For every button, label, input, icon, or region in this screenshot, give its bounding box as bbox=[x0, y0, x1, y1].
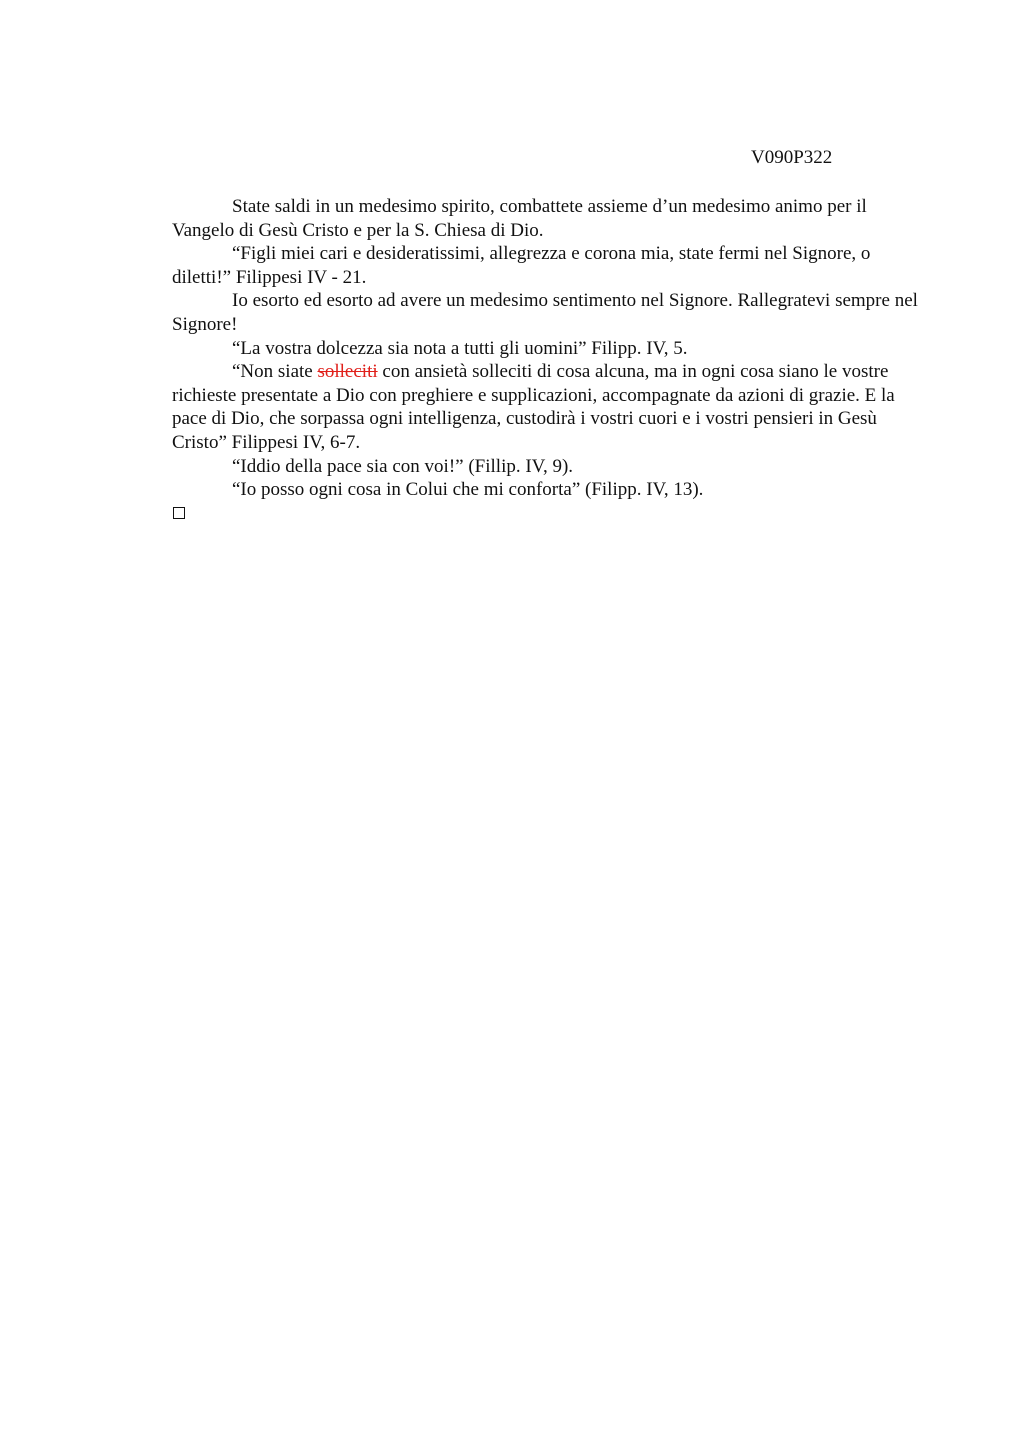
page-identifier: V090P322 bbox=[751, 147, 833, 168]
paragraph-5-after: con ansietà solleciti di cosa alcuna, ma in ogni cosa siano le vostre richieste presentate a Dio con preghiere e supplicazioni, accompagnate da azioni di grazie. E la pace di Dio, che sorpassa ogni intelligenza, custodirà i vostri cuori e i vostri pensieri in Gesù Cristo” Filippesi IV, 6-7. bbox=[172, 361, 895, 453]
paragraph-1: State saldi in un medesimo spirito, combattete assieme d’un medesimo animo per il Vangelo di Gesù Cristo e per la S. Chiesa di Dio. bbox=[172, 196, 867, 241]
paragraph-5-before: “Non siate bbox=[232, 361, 318, 383]
struck-word: solleciti bbox=[317, 361, 378, 383]
paragraph-4: “La vostra dolcezza sia nota a tutti gli uomini” Filipp. IV, 5. bbox=[232, 337, 688, 359]
paragraph-6: “Iddio della pace sia con voi!” (Fillip. IV, 9). bbox=[232, 455, 574, 477]
paragraph-2: “Figli miei cari e desideratissimi, allegrezza e corona mia, state fermi nel Signore, o diletti!” Filippesi IV - 21. bbox=[172, 243, 871, 288]
document-body bbox=[172, 195, 932, 502]
paragraph-3: Io esorto ed esorto ad avere un medesimo sentimento nel Signore. Rallegratevi sempre nel Signore! bbox=[172, 290, 918, 335]
paragraph-7: “Io posso ogni cosa in Colui che mi conforta” (Filipp. IV, 13). bbox=[232, 479, 704, 501]
paragraph-5 bbox=[172, 360, 932, 454]
empty-square-icon bbox=[173, 507, 185, 519]
